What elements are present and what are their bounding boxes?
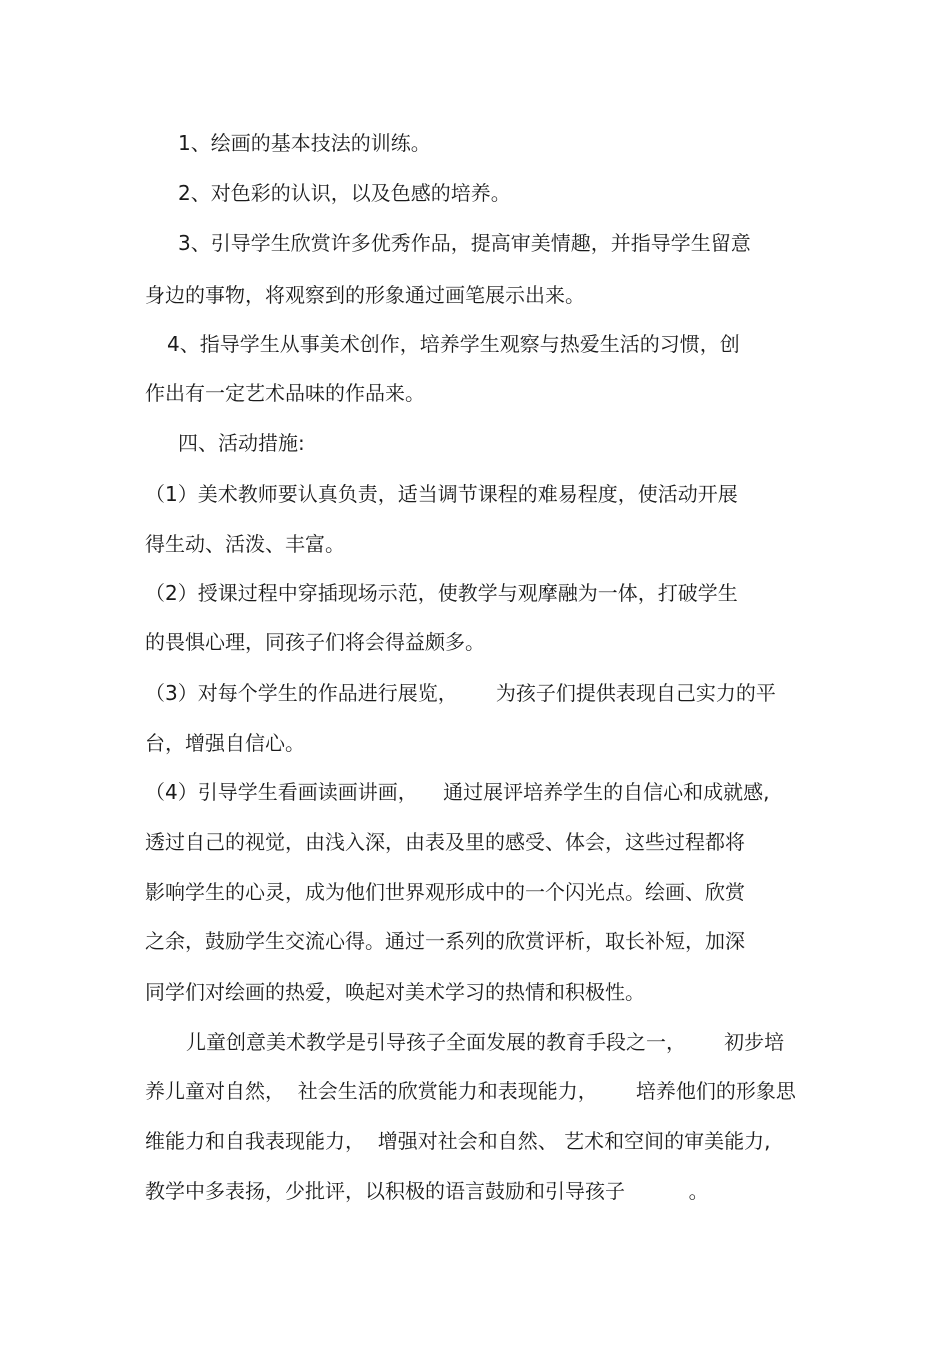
text-line: 4、指导学生从事美术创作，培养学生观察与热爱生活的习惯，创: [167, 332, 740, 356]
text-line: 养儿童对自然， 社会生活的欣赏能力和表现能力， 培养他们的形象思: [145, 1079, 796, 1103]
text-line: 的畏惧心理，同孩子们将会得益颇多。: [145, 630, 485, 654]
text-line: 教学中多表扬，少批评，以积极的语言鼓励和引导孩子 。: [145, 1179, 709, 1203]
text-line: 3、引导学生欣赏许多优秀作品，提高审美情趣，并指导学生留意: [178, 231, 751, 255]
text-line: （2）授课过程中穿插现场示范，使教学与观摩融为一体，打破学生: [145, 581, 738, 605]
text-line: 2、对色彩的认识，以及色感的培养。: [178, 181, 511, 205]
text-line: 台，增强自信心。: [145, 731, 305, 755]
text-line: 之余，鼓励学生交流心得。通过一系列的欣赏评析，取长补短，加深: [145, 929, 745, 953]
text-line: （4）引导学生看画读画讲画， 通过展评培养学生的自信心和成就感,: [145, 780, 770, 804]
text-line: 身边的事物，将观察到的形象通过画笔展示出来。: [145, 283, 585, 307]
text-line: 透过自己的视觉，由浅入深，由表及里的感受、体会，这些过程都将: [145, 830, 745, 854]
text-line: 1、绘画的基本技法的训练。: [178, 131, 431, 155]
text-line: 同学们对绘画的热爱，唤起对美术学习的热情和积极性。: [145, 980, 645, 1004]
section-heading: 四、活动措施:: [178, 431, 305, 455]
text-line: 儿童创意美术教学是引导孩子全面发展的教育手段之一， 初步培: [186, 1030, 785, 1054]
text-line: 得生动、活泼、丰富。: [145, 532, 345, 556]
text-line: （1）美术教师要认真负责，适当调节课程的难易程度，使活动开展: [145, 482, 738, 506]
text-line: （3）对每个学生的作品进行展览， 为孩子们提供表现自己实力的平: [145, 681, 776, 705]
text-line: 维能力和自我表现能力， 增强对社会和自然、 艺术和空间的审美能力,: [145, 1129, 771, 1153]
text-line: 作出有一定艺术品味的作品来。: [145, 381, 425, 405]
text-line: 影响学生的心灵，成为他们世界观形成中的一个闪光点。绘画、欣赏: [145, 880, 745, 904]
